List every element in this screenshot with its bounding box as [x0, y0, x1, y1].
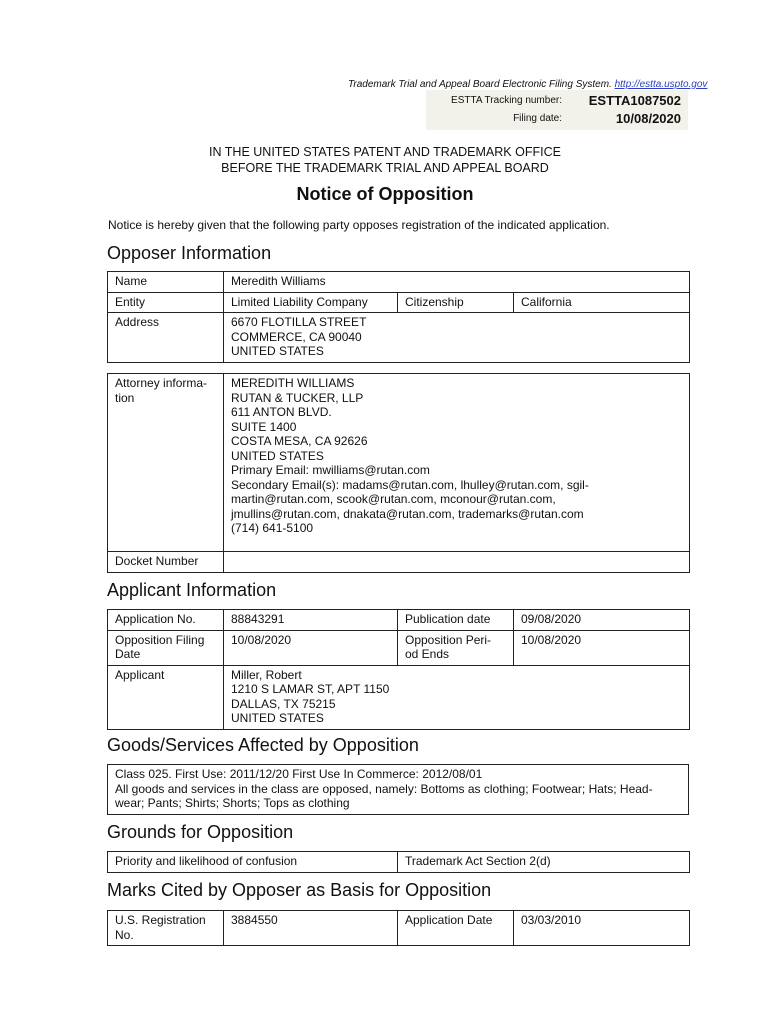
- attorney-value: [224, 374, 690, 552]
- attorney-table: [107, 373, 690, 573]
- address-line: COMMERCE, CA 90040: [231, 329, 362, 344]
- address-label: Address: [108, 313, 224, 363]
- opposition-period-label-line: od Ends: [405, 647, 450, 661]
- applicant-label: Applicant: [108, 665, 224, 729]
- opposition-filing-label-line: Date: [115, 647, 141, 661]
- application-no-label: Application No.: [108, 610, 224, 631]
- goods-line: wear; Pants; Shirts; Shorts; Tops as clothing: [115, 796, 350, 810]
- statute-value: Trademark Act Section 2(d): [398, 852, 690, 873]
- address-line: 6670 FLOTILLA STREET: [231, 315, 367, 329]
- attorney-line: SUITE 1400: [231, 419, 297, 434]
- applicant-line: UNITED STATES: [231, 711, 324, 725]
- applicant-line: DALLAS, TX 75215: [231, 696, 336, 711]
- attorney-line: UNITED STATES: [231, 448, 324, 463]
- attorney-line: COSTA MESA, CA 92626: [231, 434, 368, 448]
- address-value: [224, 313, 690, 363]
- registration-label-line: No.: [115, 927, 134, 942]
- attorney-line: RUTAN & TUCKER, LLP: [231, 390, 364, 405]
- entity-value: Limited Liability Company: [224, 292, 398, 313]
- citizenship-label: Citizenship: [398, 292, 514, 313]
- address-line: UNITED STATES: [231, 344, 324, 358]
- estta-system-text: Trademark Trial and Appeal Board Electronic Filing System.: [348, 79, 612, 90]
- publication-date-value: 09/08/2020: [514, 610, 690, 631]
- applicant-value: [224, 665, 690, 729]
- docket-value: [224, 552, 690, 573]
- attorney-label: [108, 374, 224, 552]
- opposition-period-label-line: Opposition Peri-: [405, 632, 492, 647]
- name-label: Name: [108, 272, 224, 293]
- name-value: Meredith Williams: [224, 272, 690, 293]
- attorney-label-line: tion: [115, 390, 135, 405]
- docket-label: Docket Number: [108, 552, 224, 573]
- attorney-line: Primary Email: mwilliams@rutan.com: [231, 463, 430, 477]
- filing-date-value: 10/08/2020: [615, 111, 681, 126]
- goods-value: [108, 765, 689, 815]
- registration-value: 3884550: [224, 911, 398, 946]
- attorney-line: Secondary Email(s): madams@rutan.com, lhulley@rutan.com, sgil-: [231, 477, 589, 492]
- goods-table: [107, 764, 689, 815]
- estta-link[interactable]: http://estta.uspto.gov: [614, 79, 708, 90]
- court-heading: [0, 144, 770, 176]
- applicant-heading: Applicant Information: [107, 580, 277, 600]
- goods-heading: Goods/Services Affected by Opposition: [107, 735, 419, 755]
- opposition-period-value: 10/08/2020: [514, 630, 690, 665]
- entity-label: Entity: [108, 292, 224, 313]
- grounds-table: [107, 851, 690, 873]
- grounds-heading: Grounds for Opposition: [107, 822, 294, 842]
- opposition-filing-label: [108, 630, 224, 665]
- attorney-label-line: Attorney informa-: [115, 376, 208, 390]
- applicant-line: 1210 S LAMAR ST, APT 1150: [231, 682, 390, 696]
- application-date-value: 03/03/2010: [514, 911, 690, 946]
- attorney-line: MEREDITH WILLIAMS: [231, 376, 355, 390]
- citizenship-value: California: [514, 292, 690, 313]
- opposition-filing-label-line: Opposition Filing: [115, 632, 205, 647]
- page-title: Notice of Opposition: [296, 184, 474, 204]
- filing-date-label: Filing date:: [513, 113, 562, 124]
- court-line-1: IN THE UNITED STATES PATENT AND TRADEMARK OFFICE: [209, 145, 561, 159]
- tracking-number-label: ESTTA Tracking number:: [451, 95, 562, 106]
- registration-label: [108, 911, 224, 946]
- applicant-line: Miller, Robert: [231, 667, 302, 682]
- goods-line: Class 025. First Use: 2011/12/20 First Use In Commerce: 2012/08/01: [115, 767, 483, 781]
- application-no-value: 88843291: [224, 610, 398, 631]
- registration-label-line: U.S. Registration: [115, 913, 206, 927]
- court-line-2: BEFORE THE TRADEMARK TRIAL AND APPEAL BOARD: [221, 161, 549, 175]
- tracking-number-value: ESTTA1087502: [588, 93, 681, 108]
- opposition-filing-value: 10/08/2020: [224, 630, 398, 665]
- opposer-heading: Opposer Information: [107, 243, 272, 263]
- publication-date-label: Publication date: [398, 610, 514, 631]
- marks-table: [107, 910, 690, 946]
- estta-header: [348, 79, 707, 90]
- ground-value: Priority and likelihood of confusion: [108, 852, 398, 873]
- applicant-table: [107, 609, 690, 730]
- attorney-line: jmullins@rutan.com, dnakata@rutan.com, trademarks@rutan.com: [231, 506, 584, 521]
- opposer-table: [107, 271, 690, 363]
- attorney-line: (714) 641-5100: [231, 521, 314, 535]
- attorney-line: 611 ANTON BLVD.: [231, 405, 332, 419]
- marks-heading: Marks Cited by Opposer as Basis for Opposition: [107, 880, 492, 900]
- goods-line: All goods and services in the class are opposed, namely: Bottoms as clothing; Footwear; Hats; Head-: [115, 781, 653, 796]
- application-date-label: Application Date: [398, 911, 514, 946]
- opposition-period-label: [398, 630, 514, 665]
- attorney-line: martin@rutan.com, scook@rutan.com, mconour@rutan.com,: [231, 492, 556, 506]
- intro-text: Notice is hereby given that the following party opposes registration of the indicated application.: [108, 218, 610, 232]
